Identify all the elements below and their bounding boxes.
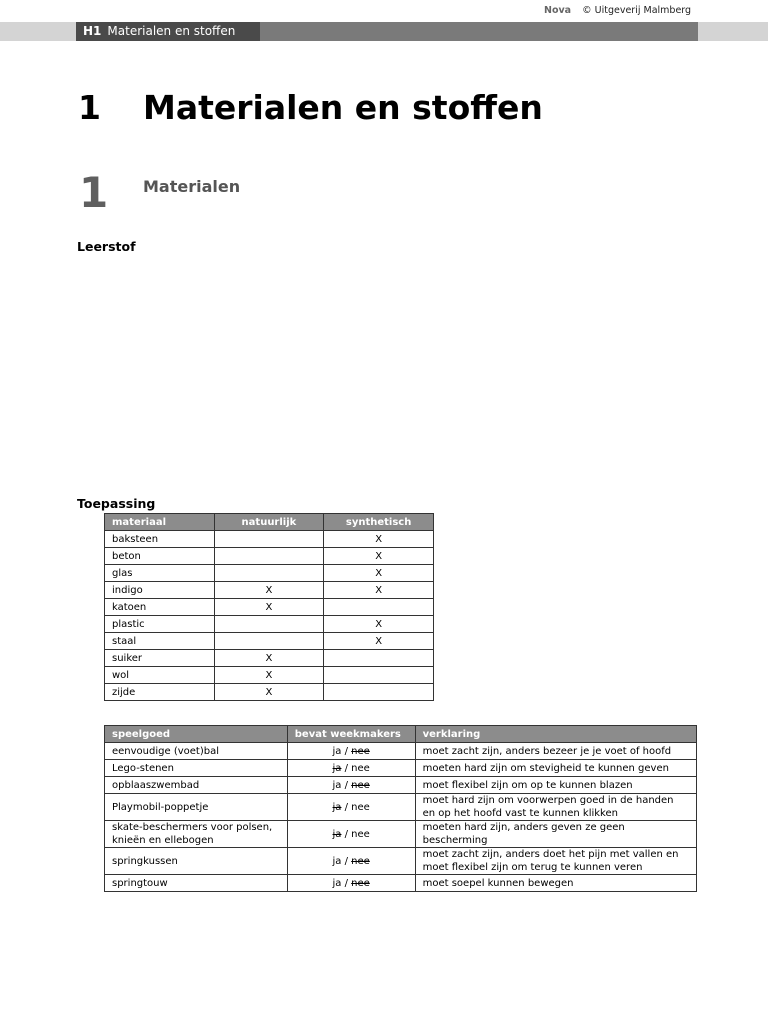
material-name: wol (105, 667, 215, 684)
answer-nee: nee (351, 745, 370, 757)
plasticizer-answer (287, 794, 415, 821)
toy-name: Playmobil-poppetje (105, 794, 288, 821)
synthetic-mark: X (324, 548, 434, 565)
synthetic-mark (324, 684, 434, 701)
answer-nee: nee (351, 855, 370, 867)
chapter-tab-name: Materialen en stoffen (107, 24, 236, 38)
synthetic-mark (324, 667, 434, 684)
natural-mark (214, 616, 324, 633)
natural-mark: X (214, 650, 324, 667)
synthetic-mark: X (324, 633, 434, 650)
natural-mark (214, 531, 324, 548)
table-row (105, 848, 697, 875)
answer-nee: nee (351, 779, 370, 791)
natural-mark: X (214, 599, 324, 616)
synthetic-mark: X (324, 565, 434, 582)
section-title: Materialen (143, 177, 241, 196)
answer-nee: nee (351, 762, 370, 774)
toy-name: springkussen (105, 848, 288, 875)
answer-separator: / (341, 762, 352, 774)
answer-ja: ja (332, 762, 342, 774)
material-name: katoen (105, 599, 215, 616)
answer-nee: nee (351, 801, 370, 813)
leerstof-heading: Leerstof (77, 239, 136, 254)
column-header: speelgoed (105, 726, 288, 743)
answer-separator: / (341, 877, 352, 889)
table-row (105, 650, 434, 667)
publisher-credit: © Uitgeverij Malmberg (582, 5, 692, 16)
explanation: moeten hard zijn, anders geven ze geen bescherming (415, 821, 696, 848)
synthetic-mark (324, 599, 434, 616)
table-row (105, 684, 434, 701)
material-name: zijde (105, 684, 215, 701)
chapter-number: 1 (78, 88, 101, 127)
answer-ja: ja (332, 855, 342, 867)
toy-name: springtouw (105, 875, 288, 892)
toepassing-heading: Toepassing (77, 496, 156, 511)
toys-table (104, 725, 697, 892)
table-row (105, 548, 434, 565)
explanation: moet zacht zijn, anders bezeer je je voet of hoofd (415, 743, 696, 760)
explanation: moet hard zijn om voorwerpen goed in de handen en op het hoofd vast te kunnen klikken (415, 794, 696, 821)
toy-name: skate-beschermers voor polsen, knieën en ellebogen (105, 821, 288, 848)
chapter-bar-fill (260, 22, 698, 41)
plasticizer-answer (287, 760, 415, 777)
running-header (544, 5, 691, 16)
synthetic-mark (324, 650, 434, 667)
plasticizer-answer (287, 743, 415, 760)
answer-ja: ja (332, 779, 342, 791)
answer-separator: / (341, 801, 352, 813)
table-row (105, 821, 697, 848)
table-header-row (105, 726, 697, 743)
table-row (105, 777, 697, 794)
column-header: natuurlijk (214, 514, 324, 531)
plasticizer-answer (287, 777, 415, 794)
material-name: staal (105, 633, 215, 650)
answer-separator: / (341, 779, 352, 791)
table-row (105, 667, 434, 684)
table-row (105, 582, 434, 599)
plasticizer-answer (287, 848, 415, 875)
explanation: moet zacht zijn, anders doet het pijn met vallen en moet flexibel zijn om terug te kunnen veren (415, 848, 696, 875)
column-header: verklaring (415, 726, 696, 743)
section-number: 1 (79, 168, 109, 217)
material-name: indigo (105, 582, 215, 599)
column-header: bevat weekmakers (287, 726, 415, 743)
plasticizer-answer (287, 821, 415, 848)
natural-mark: X (214, 582, 324, 599)
chapter-code: H1 (83, 24, 102, 38)
table-row (105, 616, 434, 633)
plasticizer-answer (287, 875, 415, 892)
brand-name: Nova (544, 5, 572, 16)
chapter-title: Materialen en stoffen (143, 88, 543, 127)
synthetic-mark: X (324, 531, 434, 548)
answer-ja: ja (332, 828, 342, 840)
explanation: moet flexibel zijn om op te kunnen blazen (415, 777, 696, 794)
table-row (105, 599, 434, 616)
table-header-row (105, 514, 434, 531)
synthetic-mark: X (324, 616, 434, 633)
answer-ja: ja (332, 877, 342, 889)
table-row (105, 565, 434, 582)
answer-ja: ja (332, 801, 342, 813)
answer-separator: / (341, 745, 352, 757)
table-row (105, 794, 697, 821)
table-row (105, 743, 697, 760)
material-name: plastic (105, 616, 215, 633)
natural-mark (214, 548, 324, 565)
material-name: beton (105, 548, 215, 565)
material-name: baksteen (105, 531, 215, 548)
table-row (105, 531, 434, 548)
natural-mark (214, 633, 324, 650)
material-name: glas (105, 565, 215, 582)
answer-nee: nee (351, 828, 370, 840)
column-header: materiaal (105, 514, 215, 531)
column-header: synthetisch (324, 514, 434, 531)
table-row (105, 633, 434, 650)
explanation: moet soepel kunnen bewegen (415, 875, 696, 892)
synthetic-mark: X (324, 582, 434, 599)
explanation: moeten hard zijn om stevigheid te kunnen geven (415, 760, 696, 777)
toy-name: Lego-stenen (105, 760, 288, 777)
answer-separator: / (341, 855, 352, 867)
toy-name: eenvoudige (voet)bal (105, 743, 288, 760)
answer-ja: ja (332, 745, 342, 757)
table-row (105, 760, 697, 777)
table-row (105, 875, 697, 892)
toy-name: opblaaszwembad (105, 777, 288, 794)
materials-table (104, 513, 434, 701)
natural-mark: X (214, 684, 324, 701)
answer-separator: / (341, 828, 352, 840)
answer-nee: nee (351, 877, 370, 889)
chapter-tab (76, 22, 260, 41)
material-name: suiker (105, 650, 215, 667)
natural-mark: X (214, 667, 324, 684)
natural-mark (214, 565, 324, 582)
